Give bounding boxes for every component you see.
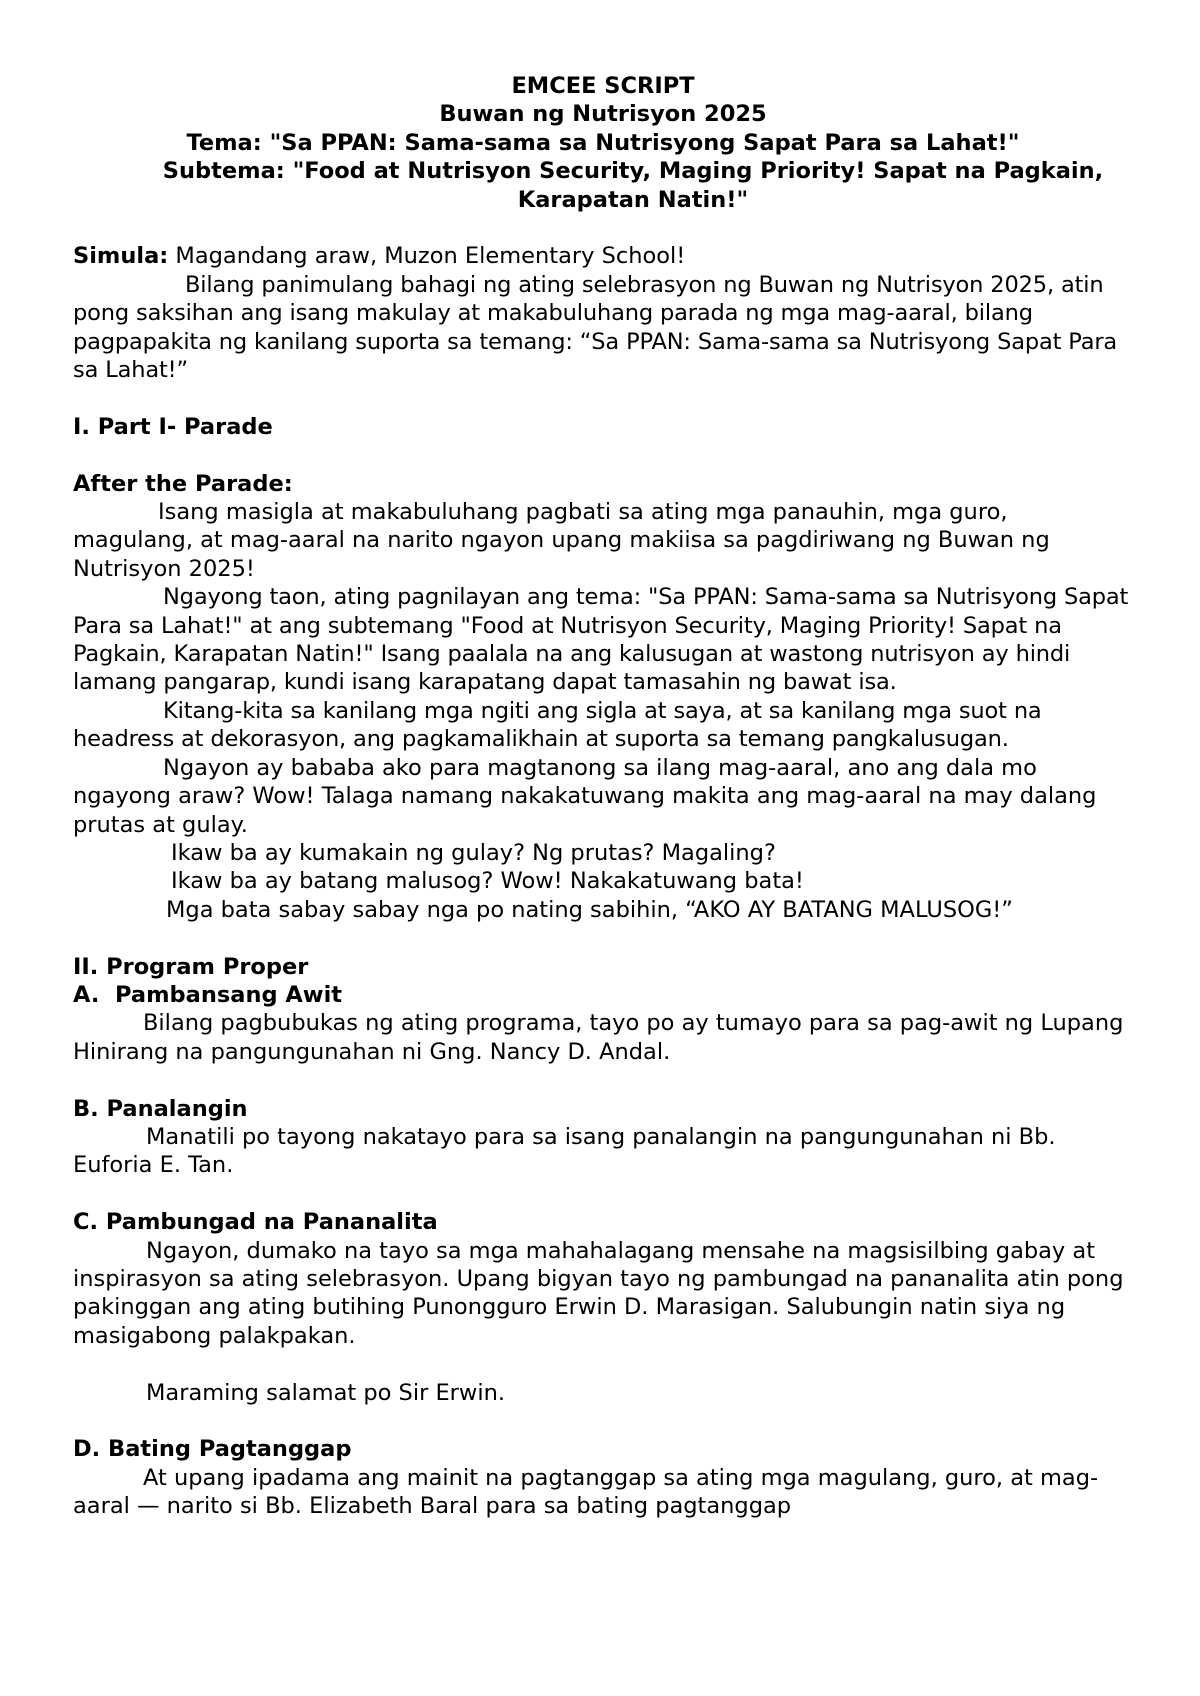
section-heading-panalangin: B. Panalangin — [73, 1095, 248, 1122]
after-parade-heading: After the Parade: — [73, 470, 293, 497]
event-name: Buwan ng Nutrisyon 2025 — [439, 101, 767, 128]
opening-greeting — [73, 242, 1133, 270]
section-text-panalangin: Manatili po tayong nakatayo para sa isang panalangin na pangungunahan ni Bb. Euforia E. Tan. — [73, 1123, 1056, 1179]
part1-paragraph: Ngayong taon, ating pagnilayan ang tema: "Sa PPAN: Sama-sama sa Nutrisyong Sapat Para sa Lahat!" at ang subtemang "Food at Nutrisyon Security, Maging Priority! Sapat na Pagkain, Karapatan Natin!" Isang paalala na ang kalusugan at wastong nutrisyon ay hindi lamang pangarap, kundi isang karapatang dapat tamasahin ng bawat isa. — [73, 584, 1129, 696]
theme-line: Tema: "Sa PPAN: Sama-sama sa Nutrisyong Sapat Para sa Lahat!" — [186, 129, 1020, 156]
section-heading-pambungad: C. Pambungad na Pananalita — [73, 1209, 438, 1236]
part1-question: Ikaw ba ay kumakain ng gulay? Ng prutas? Magaling? — [171, 839, 776, 866]
opening-paragraph: Bilang panimulang bahagi ng ating selebrasyon ng Buwan ng Nutrisyon 2025, atin pong saksihan ang isang makulay at makabuluhang parada ng mga mag-aaral, bilang pagpapakita ng kanilang suporta sa temang: “Sa PPAN: Sama-sama sa Nutrisyong Sapat Para sa Lahat!” — [73, 271, 1118, 384]
section-text-pambansang-awit: Bilang pagbubukas ng ating programa, tayo po ay tumayo para sa pag-awit ng Lupang Hinirang na pangungunahan ni Gng. Nancy D. Andal. — [73, 1010, 1124, 1065]
part1-heading: I. Part I- Parade — [73, 413, 273, 440]
document-title: EMCEE SCRIPT — [511, 73, 695, 99]
part1-paragraph: Kitang-kita sa kanilang mga ngiti ang sigla at saya, at sa kanilang mga suot na headress at dekorasyon, ang pagkamalikhain at suporta sa temang pangkalusugan. — [73, 697, 1042, 753]
part1-paragraph: Ngayon ay bababa ako para magtanong sa ilang mag-aaral, ano ang dala mo ngayong araw? Wow! Talaga namang nakakatuwang makita ang mag-aaral na may dalang prutas at gulay. — [73, 754, 1097, 838]
part1-question: Ikaw ba ay batang malusog? Wow! Nakakatuwang bata! — [171, 868, 804, 895]
greeting-text: Magandang araw, Muzon Elementary School! — [168, 243, 686, 270]
section-text-pambungad: Ngayon, dumako na tayo sa mga mahahalagang mensahe na magsisilbing gabay at inspirasyon sa ating selebrasyon. Upang bigyan tayo ng pambungad na pananalita atin pong pakinggan ang ating butihing Punongguro Erwin D. Marasigan. Salubungin natin siya ng masigabong palakpakan. — [73, 1237, 1124, 1349]
opening-label: Simula: — [73, 243, 169, 270]
document-page — [73, 72, 1133, 1521]
subtheme-line: Subtema: "Food at Nutrisyon Security, Maging Priority! Sapat na Pagkain, Karapatan Natin!" — [162, 158, 1104, 213]
section-heading-bating-pagtanggap: D. Bating Pagtanggap — [73, 1436, 352, 1463]
section-thanks-pambungad: Maraming salamat po Sir Erwin. — [146, 1379, 506, 1406]
document-header — [73, 72, 1133, 214]
section-text-bating-pagtanggap: At upang ipadama ang mainit na pagtanggap sa ating mga magulang, guro, at mag-aaral — narito si Bb. Elizabeth Baral para sa bating pagtanggap — [73, 1464, 1099, 1520]
part1-paragraph: Isang masigla at makabuluhang pagbati sa ating mga panauhin, mga guro, magulang, at mag-aaral na narito ngayon upang makiisa sa pagdiriwang ng Buwan ng Nutrisyon 2025! — [73, 499, 1050, 582]
part2-heading: II. Program Proper — [73, 953, 309, 980]
part1-cheer: Mga bata sabay sabay nga po nating sabihin, “AKO AY BATANG MALUSOG!” — [166, 896, 1013, 923]
section-heading-pambansang-awit: A. Pambansang Awit — [73, 981, 343, 1008]
